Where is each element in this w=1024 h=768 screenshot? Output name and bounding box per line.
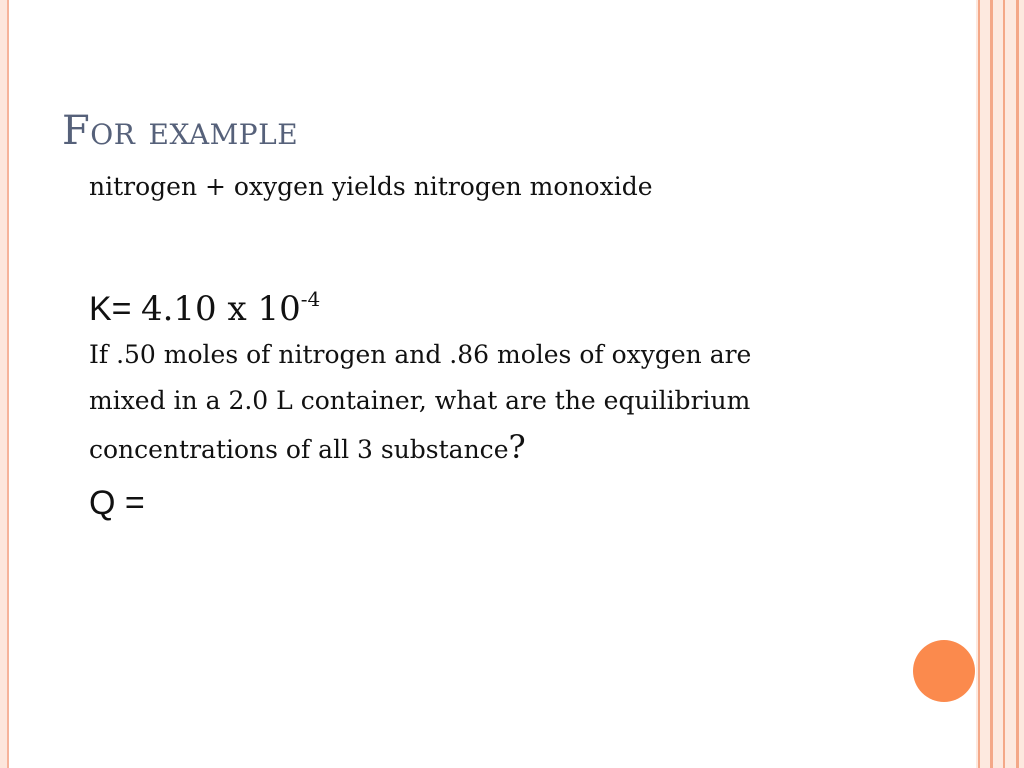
left-border	[0, 0, 9, 768]
slide-title: For example	[62, 108, 299, 154]
k-exponent: -4	[300, 287, 321, 311]
right-border-stripe	[1016, 0, 1019, 768]
reaction-quotient: Q =	[89, 484, 145, 522]
question-paragraph	[89, 332, 789, 473]
question-text: If .50 moles of nitrogen and .86 moles of oxygen are mixed in a 2.0 L container, what are the equilibrium concentrations of all 3 substance	[89, 340, 752, 464]
k-label: K=	[89, 290, 141, 328]
question-mark: ?	[508, 428, 526, 466]
equilibrium-constant	[89, 284, 789, 334]
k-value: 4.10 x 10	[140, 289, 301, 329]
slide-body	[89, 168, 789, 533]
right-border-stripe	[978, 0, 980, 768]
spacer	[89, 206, 789, 284]
right-border-stripe	[1003, 0, 1005, 768]
right-border-stripe	[990, 0, 993, 768]
reaction-text: nitrogen + oxygen yields nitrogen monoxide	[89, 172, 653, 201]
decorative-circle	[913, 640, 975, 702]
